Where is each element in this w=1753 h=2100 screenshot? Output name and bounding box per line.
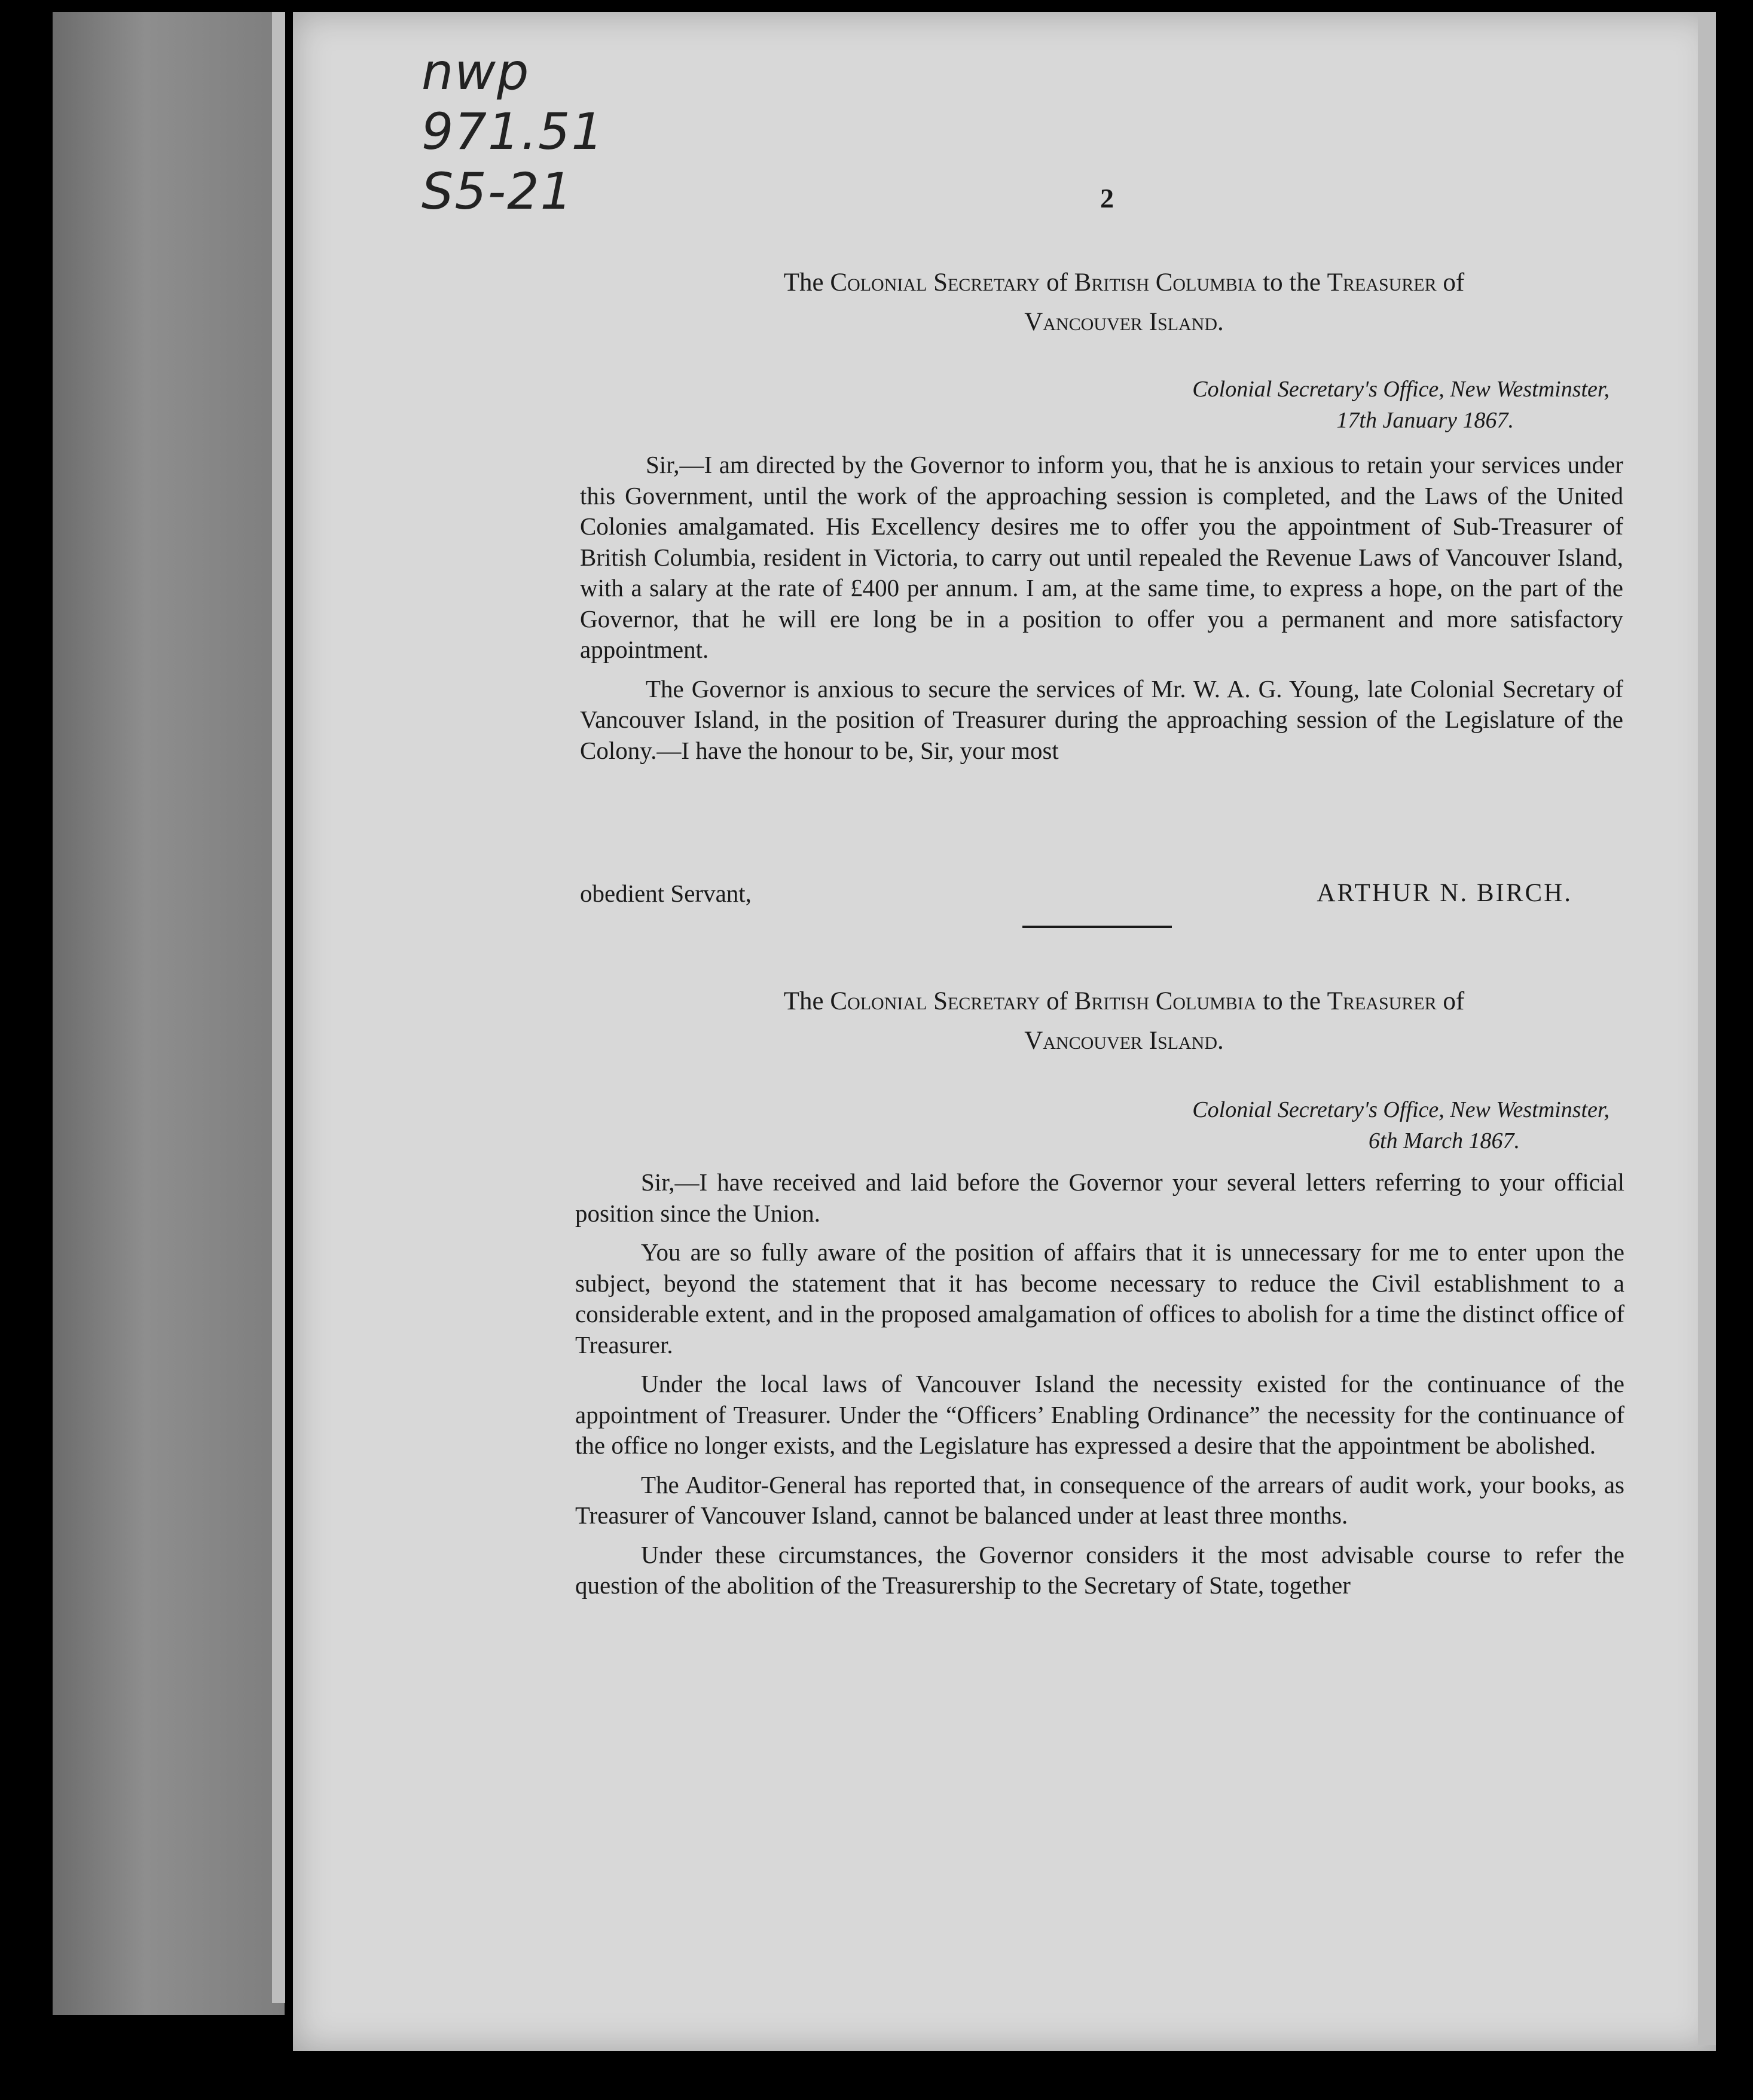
handwritten-shelfmark	[422, 42, 604, 221]
letter-1-body	[580, 450, 1623, 774]
page-number: 2	[1100, 183, 1114, 213]
paragraph: Sir,—I have received and laid before the Governor your several letters referring to your official position since the Union.	[575, 1168, 1624, 1227]
paragraph: Sir,—I am directed by the Governor to inform you, that he is anxious to retain your services under this Government, until the work of the approaching session is completed, and the Laws of the United Colonies amalgamated. His Excellency desires me to offer you the appointment of Sub-Treasurer of British Columbia, resident in Victoria, to carry out until repealed the Revenue Laws of Vancouver Island, with a salary at the rate of £400 per annum. I am, at the same time, to express a hope, on the part of the Governor, that he will ere long be in a position to offer you a permanent and more satisfactory appointment.	[580, 451, 1623, 663]
heading-part: Colonial Secretary	[830, 268, 1040, 297]
heading-part: to the	[1256, 268, 1327, 297]
dateline-date: 6th March 1867.	[1369, 1128, 1520, 1153]
paragraph: The Governor is anxious to secure the services of Mr. W. A. G. Young, late Colonial Secretary of Vancouver Island, in the position of Treasurer during the approaching session of the Legislature of the Colony.—I have the honour to be, Sir, your most	[580, 674, 1623, 764]
heading-part: to the	[1256, 987, 1327, 1015]
closing: obedient Servant,	[580, 880, 752, 907]
heading-part: The	[783, 987, 830, 1015]
heading-line-1	[658, 263, 1590, 303]
letter-2-heading	[658, 982, 1590, 1061]
dateline-office: Colonial Secretary's Office, New Westminster,	[1192, 377, 1610, 402]
dateline-date: 17th January 1867.	[1336, 408, 1514, 433]
paragraph: The Auditor-General has reported that, in consequence of the arrears of audit work, your books, as Treasurer of Vancouver Island, cannot be balanced under at least three months.	[575, 1470, 1624, 1529]
heading-line-1	[658, 982, 1590, 1021]
heading-part: Treasurer	[1327, 268, 1437, 297]
heading-part: of	[1436, 268, 1465, 297]
scan-strip-edge	[272, 12, 285, 2003]
signature: ARTHUR N. BIRCH.	[1317, 879, 1572, 907]
heading-part: Colonial Secretary	[830, 987, 1040, 1015]
letter-1-heading	[658, 263, 1590, 342]
page-right-edge	[1698, 12, 1716, 2045]
section-divider	[1022, 926, 1172, 928]
heading-part: of	[1436, 987, 1465, 1015]
heading-line-2: Vancouver Island.	[1024, 308, 1224, 336]
heading-part: of	[1040, 268, 1074, 297]
heading-part: of	[1040, 987, 1074, 1015]
scan-left-strip	[53, 12, 285, 2015]
letter-1-dateline	[1192, 374, 1610, 436]
letter-1-signoff	[580, 878, 1572, 909]
letter-2-body	[575, 1167, 1624, 1610]
heading-part: Treasurer	[1327, 987, 1437, 1015]
letter-2-dateline	[1192, 1094, 1610, 1156]
paragraph: You are so fully aware of the position of affairs that it is unnecessary for me to enter upon the subject, beyond the statement that it has become necessary to reduce the Civil establishment to a considerable extent, and in the proposed amalgamation of offices to abolish for a time the distinct office of Treasurer.	[575, 1238, 1624, 1359]
heading-part: British Columbia	[1074, 987, 1257, 1015]
shelfmark-line: nwp	[422, 42, 530, 101]
shelfmark-line: S5-21	[422, 162, 573, 221]
shelfmark-line: 971.51	[422, 102, 604, 161]
heading-part: The	[783, 268, 830, 297]
paragraph: Under the local laws of Vancouver Island the necessity existed for the continuance of the appointment of Treasurer. Under the “Officers’ Enabling Ordinance” the necessity for the continuance of the office no longer exists, and the Legislature has expressed a desire that the appointment be abolished.	[575, 1370, 1624, 1459]
heading-part: British Columbia	[1074, 268, 1257, 297]
heading-line-2: Vancouver Island.	[1024, 1027, 1224, 1055]
paragraph: Under these circumstances, the Governor considers it the most advisable course to refer the question of the abolition of the Treasurership to the Secretary of State, together	[575, 1540, 1624, 1599]
dateline-office: Colonial Secretary's Office, New Westminster,	[1192, 1097, 1610, 1122]
